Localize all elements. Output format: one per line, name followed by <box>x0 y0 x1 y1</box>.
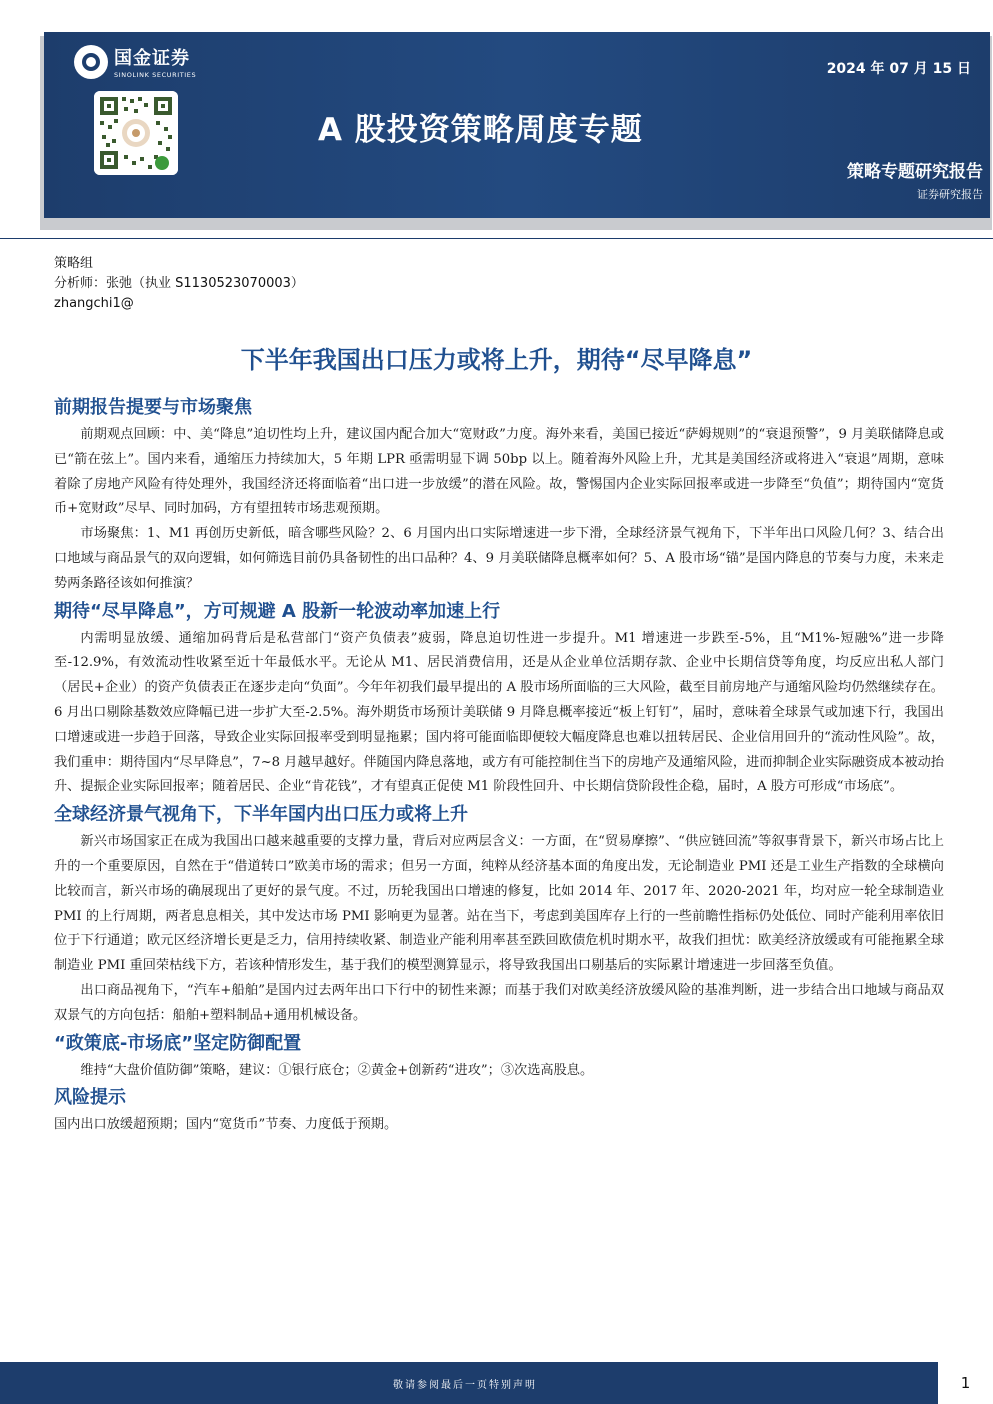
paragraph: 维持“大盘价值防御”策略，建议：①银行底仓；②黄金+创新药“进攻”；③次选高股息。 <box>80 1062 594 1078</box>
logo-name-cn: 国金证券 <box>114 48 190 69</box>
paragraph: 新兴市场国家正在成为我国出口越来越重要的支撑力量，背后对应两层含义：一方面，在“贸易摩擦”、“供应链回流”等叙事背景下，新兴市场占比上升的一个重要原因，自然在于“借道转口”欧美市场的需求；但另一方面，纯粹从经济基本面的角度出发，无论制造业 PMI 还是工业生产指数的全球横向比较而言，新兴市场的确展现出了更好的景气度。不过，历轮我国出口增速的修复，比如 2014 年、2017 年、2020-2021 年，均对应一轮全球制造业 PMI 的上行周期，两者息息相关，其中发达市场 PMI 影响更为显著。站在当下，考虑到美国库存上行的一些前瞻性指标仍处低位、同时产能利用率依旧位于下行通道；欧元区经济增长更是乏力，信用持续收紧、制造业产能利用率甚至跌回欧债危机时期水平，故我们担忧：欧美经济放缓或有可能拖累全球制造业 PMI 重回荣枯线下方，若该种情形发生，基于我们的模型测算显示，将导致我国出口剔基后的实际累计增速进一步回落至负值。 <box>54 834 944 974</box>
report-title: A 股投资策略周度专题 <box>318 112 643 148</box>
report-type: 策略专题研究报告 <box>847 162 983 182</box>
footer-disclaimer: 敬请参阅最后一页特别声明 <box>393 1380 537 1391</box>
paragraph: 出口商品视角下，“汽车+船舶”是国内过去两年出口下行中的韧性来源；而基于我们对欧美经济放缓风险的基准判断，进一步结合出口地域与商品双双景气的方向包括：船舶+塑料制品+通用机械设备。 <box>54 982 944 1023</box>
paragraph: 国内出口放缓超预期；国内“宽货币”节奏、力度低于预期。 <box>54 1117 398 1133</box>
header-divider <box>0 238 993 239</box>
qr-code-icon <box>94 91 178 175</box>
logo-mark-icon <box>74 45 108 79</box>
section-title-allocation: “政策底-市场底”坚定防御配置 <box>54 1032 302 1054</box>
paragraph: 市场聚焦：1、M1 再创历史新低，暗含哪些风险？2、6 月国内出口实际增速进一步下滑，全球经济景气视角下，下半年出口风险几何？3、结合出口地域与商品景气的双向逻辑，如何筛选目前仍具备韧性的出口品种？4、9 月美联储降息概率如何？5、A 股市场“锚”是国内降息的节奏与力度，未来走势两条路径该如何推演？ <box>54 526 944 591</box>
page-number: 1 <box>938 1362 993 1404</box>
analyst-info <box>54 254 304 314</box>
section-title-rate-cut: 期待“尽早降息”，方可规避 A 股新一轮波动率加速上行 <box>54 600 501 622</box>
section-title-export: 全球经济景气视角下，下半年国内出口压力或将上升 <box>54 804 468 826</box>
main-headline: 下半年我国出口压力或将上升，期待“尽早降息” <box>240 346 753 374</box>
section-title-review: 前期报告提要与市场聚焦 <box>54 397 252 418</box>
report-subtype: 证券研究报告 <box>917 188 983 201</box>
report-date: 2024 年 07 月 15 日 <box>826 61 971 77</box>
section-title-risk: 风险提示 <box>54 1087 126 1109</box>
analyst-name: 分析师：张弛（执业 S1130523070003） <box>54 276 304 291</box>
analyst-email[interactable]: zhangchi1@ <box>54 296 134 311</box>
paragraph: 内需明显放缓、通缩加码背后是私营部门“资产负债表”疲弱，降息迫切性进一步提升。M1 增速进一步跌至-5%，且“M1%-短融%”进一步降至-12.9%，有效流动性收紧至近十年最低水平。无论从 M1、居民消费信用，还是从企业单位活期存款、企业中长期信贷等角度，均反应出私人部门（居民+企业）的资产负债表正在逐步走向“负面”。今年年初我们最早提出的 A 股市场所面临的三大风险，截至目前房地产与通缩风险均仍然继续存在。6 月出口剔除基数效应降幅已进一步扩大至-2.5%。海外期货市场预计美联储 9 月降息概率接近“板上钉钉”，届时，意味着全球景气或加速下行，我国出口增速或进一步趋于回落，导致企业实际回报率受到明显拖累；国内将可能面临即便较大幅度降息也难以扭转居民、企业信用回升的“流动性风险”。故，我们重申：期待国内“尽早降息”，7~8 月越早越好。伴随国内降息落地，或方有可能控制住当下的房地产及通缩风险，进而抑制企业实际融资成本被动抬升、提振企业实际回报率；随着居民、企业“肯花钱”，才有望真正促使 M1 阶段性回升、中长期信贷阶段性企稳，届时，A 股方可形成“市场底”。 <box>54 630 944 795</box>
company-logo <box>74 44 196 79</box>
report-body <box>54 393 944 1138</box>
analyst-group: 策略组 <box>54 256 94 271</box>
logo-name-en: SINOLINK SECURITIES <box>114 71 197 79</box>
paragraph: 前期观点回顾：中、美“降息”迫切性均上升，建议国内配合加大“宽财政”力度。海外来看，美国已接近“萨姆规则”的“衰退预警”，9 月美联储降息或已“箭在弦上”。国内来看，通缩压力持续加大，5 年期 LPR 亟需明显下调 50bp 以上。随着海外风险上升，尤其是美国经济或将进入“衰退”周期，意味着除了房地产风险有待处理外，我国经济还将面临着“出口进一步放缓”的潜在风险。故，警惕国内企业实际回报率或进一步降至“负值”；期待国内“宽货币+宽财政”尽早、同时加码，方有望扭转市场悲观预期。 <box>54 427 944 517</box>
